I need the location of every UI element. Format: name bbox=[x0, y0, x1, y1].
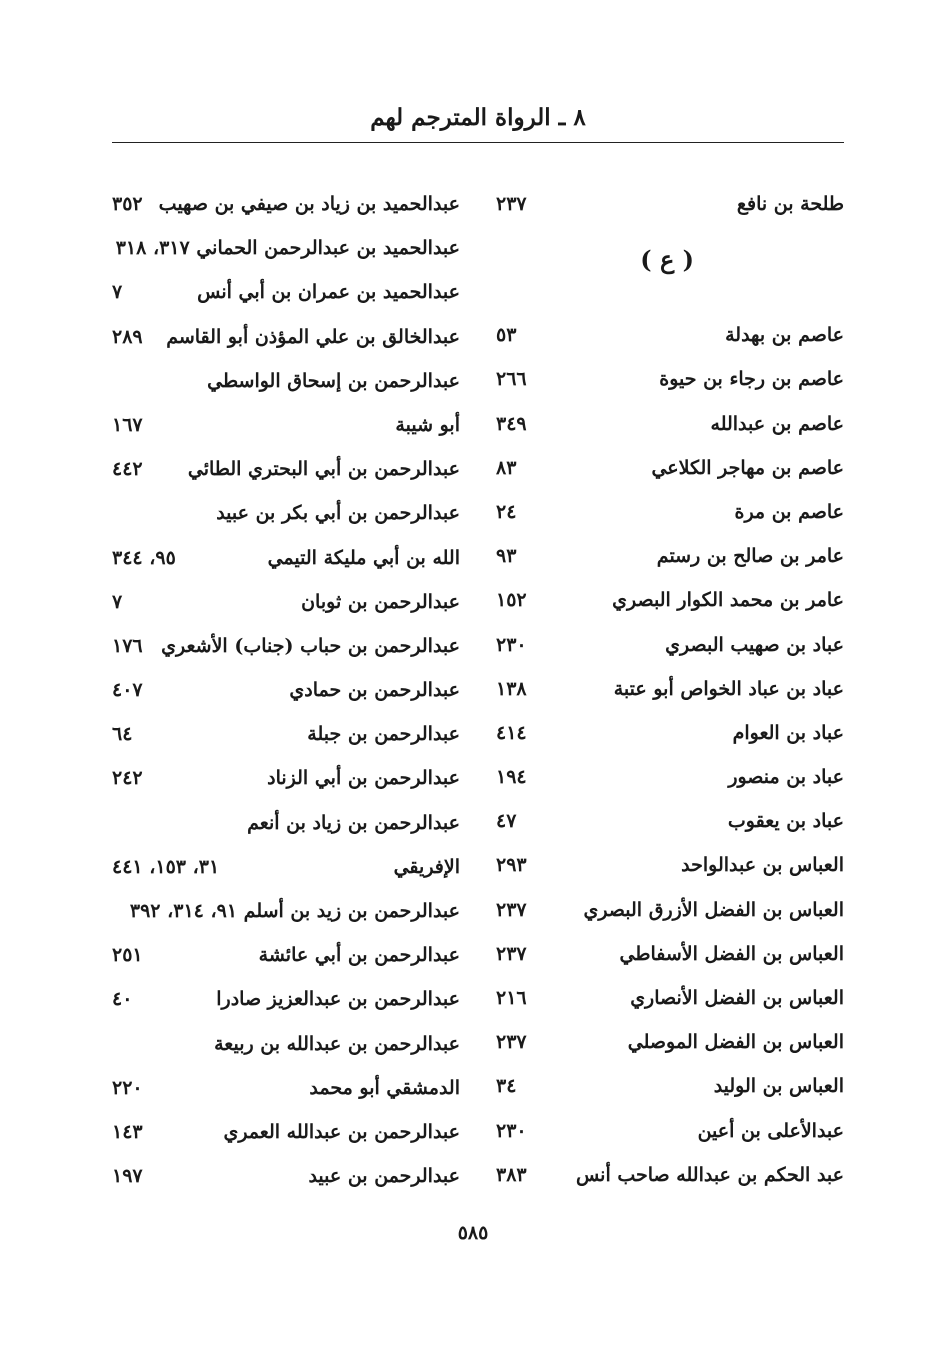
index-entry bbox=[100, 536, 460, 580]
index-entry bbox=[100, 756, 460, 800]
index-entry bbox=[100, 447, 460, 491]
entry-name: عبدالرحمن بن زياد بن أنعم bbox=[247, 811, 460, 834]
index-entry bbox=[100, 933, 460, 977]
entry-name: ( ع ) bbox=[640, 245, 694, 275]
entry-name: عباد بن صهيب البصري bbox=[665, 633, 844, 656]
entry-name: عبدالرحمن بن عبدالعزيز صادرا bbox=[216, 988, 460, 1011]
index-entry bbox=[490, 182, 844, 226]
entry-name: عباد بن العوام bbox=[732, 721, 844, 744]
index-entry bbox=[100, 624, 460, 668]
entry-name: عبدالرحمن بن حمادي bbox=[289, 679, 460, 702]
entry-name: عبدالرحمن بن ثوبان bbox=[301, 590, 460, 613]
entry-page-ref: ٤٠ bbox=[112, 988, 133, 1011]
entry-page-ref: ٢٤ bbox=[496, 500, 517, 523]
entry-page-ref: ٢٤٢ bbox=[112, 767, 143, 790]
entry-name: العباس بن الفضل الأزرق البصري bbox=[583, 898, 844, 921]
entry-name: عبدالرحمن بن جبلة bbox=[307, 723, 460, 746]
entry-page-ref: ٢٨٩ bbox=[112, 325, 143, 348]
index-entry bbox=[100, 182, 460, 226]
entry-name: عبدالحميد بن زياد بن صيفي بن صهيب bbox=[158, 193, 460, 215]
index-entry bbox=[100, 580, 460, 624]
entry-page-ref: ٢٢٠ bbox=[112, 1076, 143, 1099]
index-entry bbox=[490, 490, 844, 534]
entry-page-ref: ٤١٤ bbox=[496, 721, 527, 744]
entry-name: عباد بن يعقوب bbox=[727, 810, 844, 833]
index-entry bbox=[490, 932, 844, 976]
entry-page-ref: ٩٥، ٣٤٤ bbox=[112, 546, 176, 569]
entry-page-ref: ٥٣ bbox=[496, 324, 517, 347]
entry-name: عبدالرحمن بن أبي البحتري الطائي bbox=[187, 458, 460, 481]
entry-name: أبو شيبة bbox=[395, 413, 460, 436]
index-entry bbox=[100, 801, 460, 845]
entry-page-ref: ١٧٦ bbox=[112, 634, 143, 657]
entry-name: طلحة بن نافع bbox=[736, 193, 844, 215]
entry-page-ref: ٦٤ bbox=[112, 723, 133, 746]
index-entry bbox=[100, 359, 460, 403]
entry-name: عبدالرحمن بن أبي بكر بن عبيد bbox=[216, 502, 460, 525]
index-entry bbox=[100, 977, 460, 1021]
entry-name: عبدالرحمن بن عبيد bbox=[308, 1165, 460, 1188]
entry-page-ref: ٢٥١ bbox=[112, 944, 143, 967]
entry-page-ref: ٢٣٠ bbox=[496, 633, 527, 656]
index-entry bbox=[100, 403, 460, 447]
index-entry bbox=[100, 1066, 460, 1110]
entry-page-ref: ٢٩٣ bbox=[496, 854, 527, 877]
entry-name: عبدالرحمن بن أبي عائشة bbox=[258, 944, 460, 967]
entry-name: عبدالحميد بن عبدالرحمن الحماني ٣١٧، ٣١٨ bbox=[115, 237, 460, 260]
index-entry bbox=[490, 667, 844, 711]
entry-name: عاصم بن مرة bbox=[734, 500, 844, 523]
index-entry bbox=[490, 402, 844, 446]
entry-page-ref: ١٦٧ bbox=[112, 413, 143, 436]
entry-name: عباد بن منصور bbox=[728, 766, 844, 789]
index-entry bbox=[490, 755, 844, 799]
header-rule bbox=[112, 142, 844, 143]
index-entry bbox=[490, 799, 844, 843]
entry-page-ref: ٤٤٢ bbox=[112, 458, 143, 481]
index-entry bbox=[100, 1022, 460, 1066]
entry-name: عباد بن عباد الخواص أبو عتبة bbox=[613, 677, 844, 700]
entry-name: عبدالحميد بن عمران بن أبي أنس bbox=[197, 281, 460, 304]
entry-page-ref: ٩٣ bbox=[496, 545, 517, 568]
entry-name: عبدالخالق بن علي المؤذن أبو القاسم bbox=[166, 325, 460, 348]
entry-name: عبدالأعلى بن أعين bbox=[697, 1119, 844, 1142]
index-entry bbox=[490, 843, 844, 887]
index-entry bbox=[490, 623, 844, 667]
entry-page-ref: ١٣٨ bbox=[496, 677, 527, 700]
index-entry bbox=[490, 976, 844, 1020]
entry-name: الدمشقي أبو محمد bbox=[309, 1076, 460, 1099]
index-entry bbox=[490, 1153, 844, 1197]
index-entry bbox=[490, 1064, 844, 1108]
entry-page-ref: ٣١، ١٥٣، ٤٤١ bbox=[112, 855, 220, 878]
entry-name: العباس بن الفضل الموصلي bbox=[627, 1031, 844, 1054]
entry-name: العباس بن عبدالواحد bbox=[681, 854, 844, 877]
entry-page-ref: ٧ bbox=[112, 590, 123, 613]
entry-page-ref: ٣٤٩ bbox=[496, 412, 527, 435]
entry-name: عبدالرحمن بن إسحاق الواسطي bbox=[207, 369, 460, 392]
entry-name: عبدالرحمن بن عبدالله بن ربيعة bbox=[214, 1032, 460, 1055]
entry-name: عبد الحكم بن عبدالله صاحب أنس bbox=[575, 1163, 844, 1186]
entry-page-ref: ٢٣٧ bbox=[496, 898, 527, 921]
index-entry bbox=[490, 1020, 844, 1064]
index-entry bbox=[490, 711, 844, 755]
entry-page-ref: ٢٣٠ bbox=[496, 1119, 527, 1142]
entry-page-ref: ٣٨٣ bbox=[496, 1163, 527, 1186]
entry-page-ref: ٤٧ bbox=[496, 810, 517, 833]
index-entry bbox=[100, 889, 460, 933]
entry-name: عبدالرحمن بن عبدالله العمري bbox=[223, 1120, 460, 1143]
entry-name: عاصم بن مهاجر الكلاعي bbox=[651, 456, 844, 479]
page-number: ٥٨٥ bbox=[457, 1222, 489, 1244]
index-entry bbox=[490, 446, 844, 490]
entry-page-ref: ١٩٤ bbox=[496, 766, 527, 789]
entry-name: عبدالرحمن بن أبي الزناد bbox=[267, 767, 460, 790]
entry-name: عاصم بن عبدالله bbox=[710, 412, 844, 435]
index-entry bbox=[490, 1109, 844, 1153]
entry-page-ref: ٢١٦ bbox=[496, 987, 527, 1009]
entry-name: عبدالرحمن بن زيد بن أسلم ٩١، ٣١٤، ٣٩٢ bbox=[129, 900, 460, 922]
entry-page-ref: ٨٣ bbox=[496, 456, 517, 479]
entry-name: العباس بن الفضل الأسفاطي bbox=[619, 942, 844, 965]
entry-page-ref: ٣٤ bbox=[496, 1075, 517, 1098]
page-header-title: ٨ ـ الرواة المترجم لهم bbox=[370, 104, 586, 131]
index-entry bbox=[100, 668, 460, 712]
entry-name: العباس بن الفضل الأنصاري bbox=[630, 987, 844, 1009]
entry-name: عبدالرحمن بن حباب (جناب) الأشعري bbox=[161, 634, 460, 657]
index-entry bbox=[490, 357, 844, 401]
entry-name: الإفريقي bbox=[393, 855, 460, 878]
entry-name: العباس بن الوليد bbox=[713, 1075, 844, 1098]
index-entry bbox=[100, 1154, 460, 1198]
index-entry bbox=[100, 712, 460, 756]
index-entry bbox=[490, 888, 844, 932]
entry-page-ref: ٢٣٧ bbox=[496, 1031, 527, 1054]
index-entry bbox=[490, 578, 844, 622]
entry-page-ref: ١٥٢ bbox=[496, 589, 527, 612]
index-entry bbox=[100, 226, 460, 270]
entry-page-ref: ١٩٧ bbox=[112, 1165, 143, 1188]
entry-page-ref: ٢٣٧ bbox=[496, 193, 527, 215]
entry-name: عاصم بن بهدلة bbox=[725, 324, 844, 347]
index-entry bbox=[100, 491, 460, 535]
entry-page-ref: ٣٥٢ bbox=[112, 193, 143, 215]
index-entry bbox=[100, 270, 460, 314]
index-entry bbox=[490, 534, 844, 578]
entry-name: عامر بن صالح بن رستم bbox=[656, 545, 844, 568]
right-column bbox=[490, 182, 844, 1197]
entry-page-ref: ٧ bbox=[112, 281, 123, 304]
index-entry bbox=[100, 845, 460, 889]
entry-name: عامر بن محمد الكوار البصري bbox=[612, 589, 844, 612]
index-entry bbox=[100, 315, 460, 359]
entry-page-ref: ٢٣٧ bbox=[496, 942, 527, 965]
left-column bbox=[100, 182, 460, 1198]
index-entry bbox=[100, 1110, 460, 1154]
entry-page-ref: ٤٠٧ bbox=[112, 679, 143, 702]
entry-name: عاصم بن رجاء بن حيوة bbox=[659, 368, 844, 391]
entry-page-ref: ١٤٣ bbox=[112, 1120, 143, 1143]
section-letter bbox=[490, 226, 844, 313]
index-entry bbox=[490, 313, 844, 357]
entry-name: الله بن أبي مليكة التيمي bbox=[267, 546, 460, 569]
entry-page-ref: ٢٦٦ bbox=[496, 368, 527, 391]
